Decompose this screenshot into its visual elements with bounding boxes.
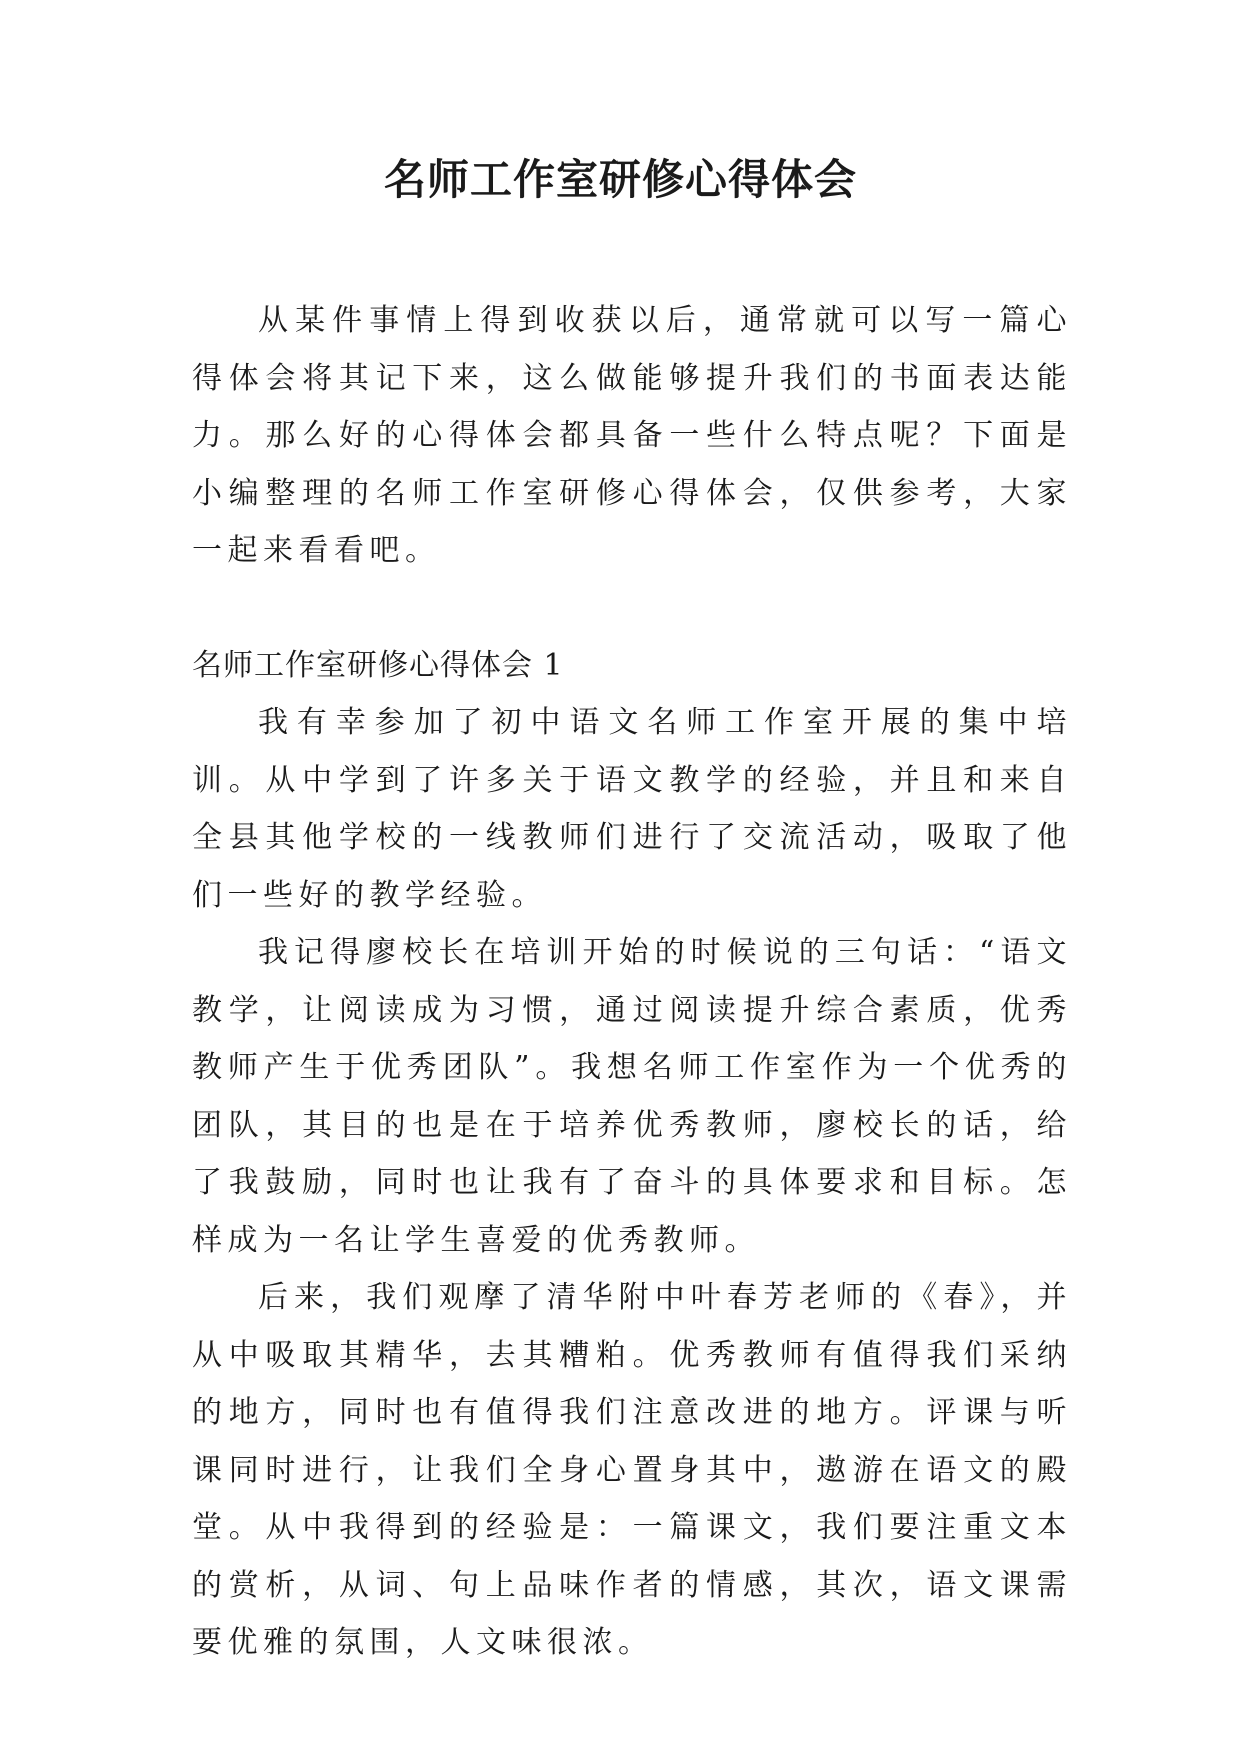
document-body	[192, 292, 1072, 1672]
body-paragraph-3: 后来，我们观摩了清华附中叶春芳老师的《春》，并从中吸取其精华，去其糟粕。优秀教师有值得我们采纳的地方，同时也有值得我们注意改进的地方。评课与听课同时进行，让我们全身心置身其中，遨游在语文的殿堂。从中我得到的经验是：一篇课文，我们要注重文本的赏析，从词、句上品味作者的情感，其次，语文课需要优雅的氛围，人文味很浓。	[192, 1280, 1072, 1660]
body-paragraph-1: 我有幸参加了初中语文名师工作室开展的集中培训。从中学到了许多关于语文教学的经验，并且和来自全县其他学校的一线教师们进行了交流活动，吸取了他们一些好的教学经验。	[192, 705, 1072, 913]
body-paragraph-2: 我记得廖校长在培训开始的时候说的三句话：“语文教学，让阅读成为习惯，通过阅读提升综合素质，优秀教师产生于优秀团队”。我想名师工作室作为一个优秀的团队，其目的也是在于培养优秀教师，廖校长的话，给了我鼓励，同时也让我有了奋斗的具体要求和目标。怎样成为一名让学生喜爱的优秀教师。	[192, 935, 1072, 1258]
document-title: 名师工作室研修心得体会	[383, 155, 857, 204]
intro-paragraph: 从某件事情上得到收获以后，通常就可以写一篇心得体会将其记下来，这么做能够提升我们的书面表达能力。那么好的心得体会都具备一些什么特点呢？下面是小编整理的名师工作室研修心得体会，仅供参考，大家一起来看看吧。	[192, 303, 1072, 568]
section-heading: 名师工作室研修心得体会 1	[192, 647, 564, 683]
